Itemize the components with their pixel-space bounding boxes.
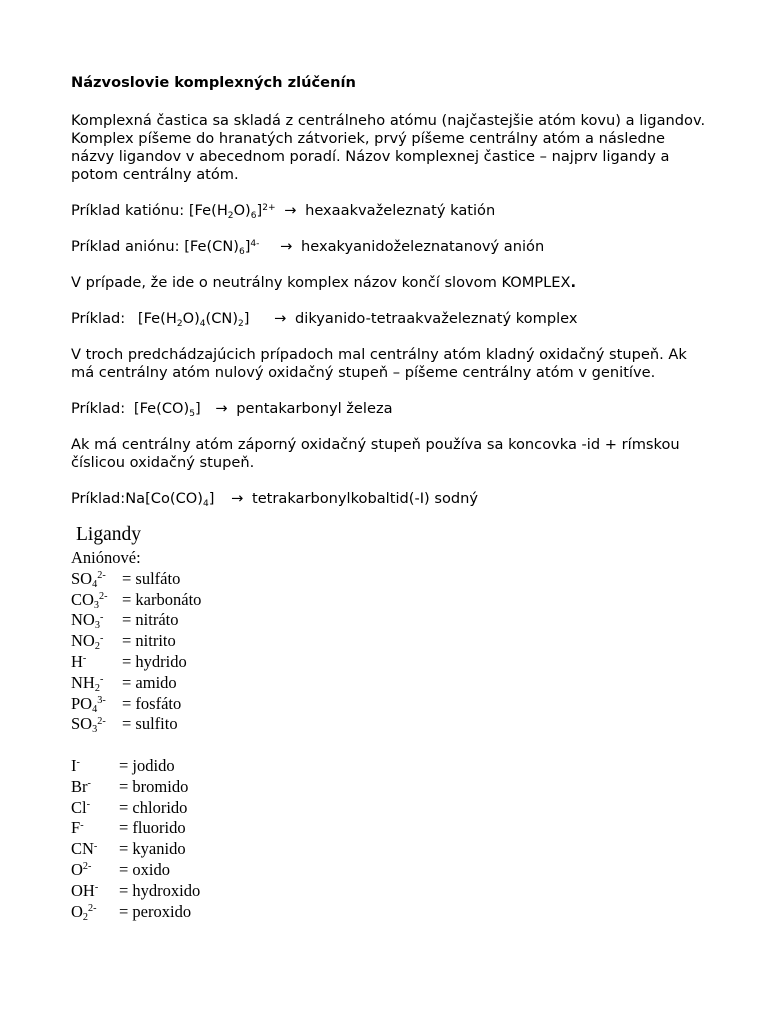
ligand-name: = bromido: [119, 776, 189, 796]
ligand-row: [71, 818, 200, 839]
ligand-formula: $O^{2-}$: [71, 859, 92, 879]
ligand-name: = nitrito: [122, 631, 176, 651]
neutral-note: V prípade, že ide o neutrálny komplex názov končí slovom KOMPLEX.: [71, 274, 576, 291]
ligand-row: [71, 652, 201, 673]
ligand-row: [71, 860, 200, 881]
example-cation-label: Príklad katiónu:: [71, 202, 185, 219]
example-negative: [71, 490, 711, 508]
negative-paragraph: Ak má centrálny atóm záporný oxidačný stupeň používa sa koncovka -id + rímskou číslicou oxidačný stupeň.: [71, 436, 680, 471]
ligand-formula: OH-: [71, 880, 99, 900]
neutral-note-text: V prípade, že ide o neutrálny komplex názov končí slovom KOMPLEX: [71, 274, 571, 291]
negative-formula: $Na[Co(CO)_4]$: [125, 490, 215, 509]
arrow-icon: →: [274, 310, 287, 327]
ligand-name: = amido: [122, 672, 177, 692]
ligand-row: [71, 777, 200, 798]
example-zero-result: pentakarbonyl železa: [236, 400, 393, 417]
oxidation-paragraph: V troch predchádzajúcich prípadoch mal centrálny atóm kladný oxidačný stupeň. Ak má centrálny atóm nulový oxidačný stupeň – píšeme centrálny atóm v genitíve.: [71, 346, 687, 381]
example-anion: [71, 238, 711, 256]
ligand-name: = nitráto: [122, 610, 179, 630]
ligand-formula: Br-: [71, 776, 91, 796]
ligand-row: [71, 881, 200, 902]
ligand-formula: $PO_4^{3-}$: [71, 693, 106, 715]
example-zero-label: Príklad:: [71, 400, 126, 417]
ligand-row: [71, 631, 201, 652]
example-neutral: [71, 310, 711, 328]
ligand-row: [71, 902, 200, 923]
ligand-name: = sulfáto: [122, 568, 181, 588]
example-neutral-label: Príklad:: [71, 310, 126, 327]
example-cation: [71, 202, 711, 220]
example-cation-result: hexaakvaželeznatý katión: [305, 202, 496, 219]
example-anion-result: hexakyanidoželeznatanový anión: [300, 238, 545, 255]
example-negative-label: Príklad:: [71, 490, 126, 507]
ligand-table-group2: [71, 756, 200, 922]
neutral-formula: $[Fe(H_2O)_4(CN)_2]$: [137, 310, 250, 329]
ligand-formula: H-: [71, 651, 87, 671]
ligand-name: = kyanido: [119, 839, 186, 859]
ligand-name: = jodido: [119, 755, 175, 775]
example-neutral-result: dikyanido-tetraakvaželeznatý komplex: [295, 310, 578, 327]
arrow-icon: →: [280, 238, 293, 255]
ligand-name: = sulfito: [122, 714, 178, 734]
intro-paragraph: Komplexná častica sa skladá z centrálneho atómu (najčastejšie atóm kovu) a ligandov. Komplex píšeme do hranatých zátvoriek, prvý píšeme centrálny atóm a následne názvy ligandov v abecednom poradí. Názov komplexnej častice – najprv ligandy a potom centrálny atóm.: [71, 112, 706, 183]
ligand-formula: $NO_2^-$: [71, 631, 104, 653]
ligand-row: [71, 714, 201, 735]
ligand-formula: Cl-: [71, 797, 90, 817]
anion-formula: $[Fe(CN)_6]^{4-}$: [184, 238, 260, 257]
ligand-name: = hydroxido: [119, 880, 201, 900]
document-title: Názvoslovie komplexných zlúčenín: [71, 74, 356, 91]
ligand-name: = hydrido: [122, 651, 187, 671]
ligand-name: = oxido: [119, 859, 171, 879]
ligand-formula: CN-: [71, 839, 98, 859]
ligand-formula: $NH_2^-$: [71, 672, 104, 694]
ligand-row: [71, 694, 201, 715]
cation-formula: $[Fe(H_2O)_6]^{2+}$: [188, 202, 276, 221]
ligand-row: [71, 798, 200, 819]
ligands-heading: Ligandy: [76, 524, 141, 545]
ligand-formula: $O_2^{2-}$: [71, 901, 97, 923]
ligand-row: [71, 673, 201, 694]
example-anion-label: Príklad aniónu:: [71, 238, 180, 255]
arrow-icon: →: [284, 202, 297, 219]
ligand-row: [71, 839, 200, 860]
document-page: [71, 72, 711, 922]
zero-formula: $[Fe(CO)_5]$: [133, 400, 201, 419]
arrow-icon: →: [215, 400, 228, 417]
ligand-row: [71, 610, 201, 631]
anionic-label: Aniónové:: [71, 548, 141, 567]
ligand-formula: $SO_3^{2-}$: [71, 714, 106, 736]
ligand-table-group1: [71, 569, 201, 735]
ligand-row: [71, 569, 201, 590]
ligand-row: [71, 590, 201, 611]
ligand-name: = karbonáto: [122, 589, 202, 609]
arrow-icon: →: [231, 490, 244, 507]
ligand-formula: $SO_4^{2-}$: [71, 568, 106, 590]
ligand-name: = chlorido: [119, 797, 188, 817]
example-negative-result: tetrakarbonylkobaltid(-I) sodný: [251, 490, 479, 507]
ligand-row: [71, 756, 200, 777]
ligand-formula: I-: [71, 755, 80, 775]
ligand-formula: $CO_3^{2-}$: [71, 589, 108, 611]
ligand-name: = peroxido: [119, 901, 192, 921]
ligand-name: = fluorido: [119, 818, 186, 838]
ligand-formula: $NO_3^-$: [71, 610, 104, 632]
ligand-name: = fosfáto: [122, 693, 182, 713]
ligand-formula: F-: [71, 818, 84, 838]
example-zero: [71, 400, 711, 418]
